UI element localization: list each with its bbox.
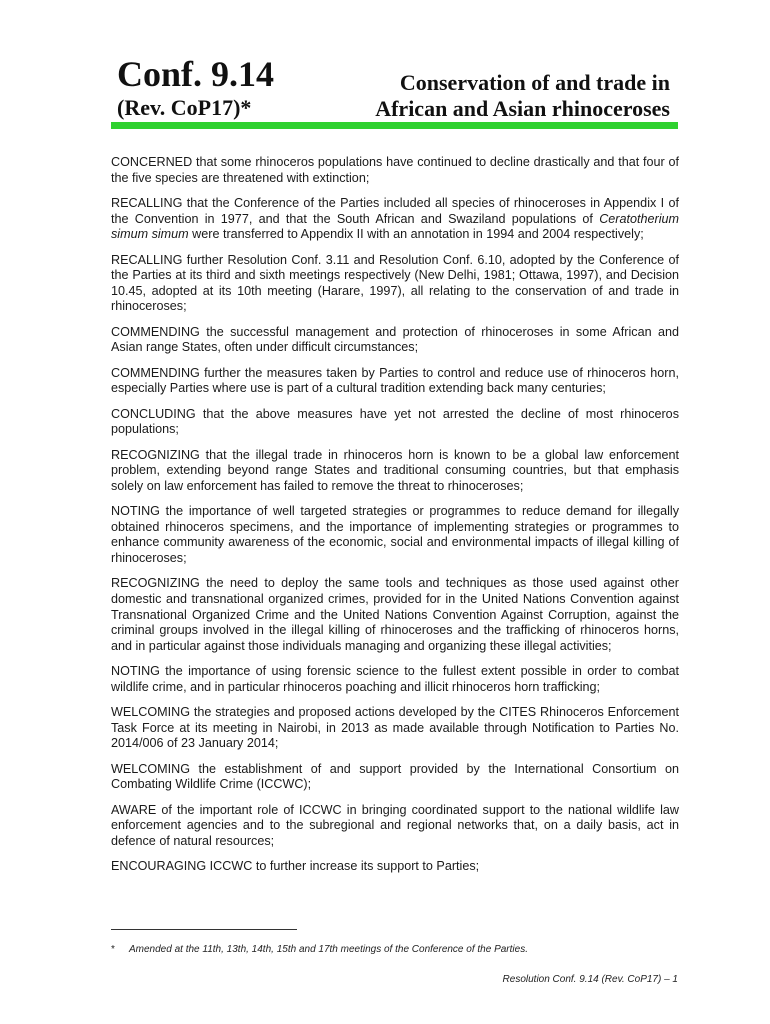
resolution-id [117, 55, 274, 121]
paragraph: CONCLUDING that the above measures have yet not arrested the decline of most rhinoceros populations; [111, 406, 679, 437]
paragraph: CONCERNED that some rhinoceros populations have continued to decline drastically and that four of the five species are threatened with extinction; [111, 155, 679, 185]
paragraph: RECOGNIZING the need to deploy the same tools and techniques as those used against other domestic and transnational organized crimes, provided for in the United Nations Convention against Transnational Organized Crime and the United Nations Convention Against Corruption, against the criminal groups involved in the illegal killing of rhinoceroses and the trafficking of rhinoceros horns, and in particular against those individuals managing and organizing these illegal activities; [111, 576, 679, 653]
paragraph [111, 196, 679, 243]
paragraph: ENCOURAGING ICCWC to further increase its support to Parties; [111, 859, 480, 874]
paragraph: RECALLING further Resolution Conf. 3.11 and Resolution Conf. 6.10, adopted by the Conference of the Parties at its third and sixth meetings respectively (New Delhi, 1981; Ottawa, 1997), and Decision 10.45, adopted at its 10th meeting (Harare, 1997), all relating to the conservation of and trade in rhinoceroses; [111, 252, 679, 314]
paragraph: WELCOMING the establishment of and support provided by the International Consortium on Combating Wildlife Crime (ICCWC); [111, 761, 679, 792]
paragraph: AWARE of the important role of ICCWC in bringing coordinated support to the national wildlife law enforcement agencies and to the subregional and regional networks that, on a daily basis, act in defence of natural resources; [111, 802, 679, 848]
footnote-marker: * [111, 944, 115, 955]
resolution-title [375, 70, 670, 122]
footnote-rule [111, 929, 297, 930]
paragraph: COMMENDING further the measures taken by Parties to control and reduce use of rhinoceros horn, especially Parties where use is part of a cultural tradition extending back many centuries; [111, 365, 679, 396]
paragraph: COMMENDING the successful management and protection of rhinoceroses in some African and Asian range States, often under difficult circumstances; [111, 324, 679, 355]
footnote [111, 944, 528, 955]
revision-label: (Rev. CoP17)* [117, 95, 252, 120]
paragraph-text: were transferred to Appendix II with an annotation in 1994 and 2004 respectively; [188, 227, 644, 242]
paragraph-text: RECALLING that the Conference of the Parties included all species of rhinoceroses in Appendix I of the Convention in 1977, and that the South African and Swaziland populations of [111, 195, 679, 226]
header-divider [111, 122, 678, 129]
paragraph: RECOGNIZING that the illegal trade in rhinoceros horn is known to be a global law enforcement problem, extending beyond range States and traditional consuming countries, but that emphasis solely on law enforcement has failed to remove the threat to rhinoceroses; [111, 447, 679, 493]
paragraph: NOTING the importance of using forensic science to the fullest extent possible in order to combat wildlife crime, and in particular rhinoceros poaching and illicit rhinoceros horn trafficking; [111, 664, 679, 694]
title-line-1: Conservation of and trade in [399, 70, 670, 95]
footnote-text: Amended at the 11th, 13th, 14th, 15th and 17th meetings of the Conference of the Parties. [129, 944, 528, 955]
paragraph: NOTING the importance of well targeted strategies or programmes to reduce demand for illegally obtained rhinoceros specimens, and the importance of implementing strategies or programmes to enhance community awareness of the economic, social and environmental impacts of illegal killing of rhinoceroses; [111, 504, 679, 566]
title-line-2: African and Asian rhinoceroses [375, 96, 670, 121]
page-footer: Resolution Conf. 9.14 (Rev. CoP17) – 1 [502, 974, 678, 985]
paragraph: WELCOMING the strategies and proposed actions developed by the CITES Rhinoceros Enforcement Task Force at its meeting in Nairobi, in 2013 as made available through Notification to Parties No. 2014/006 of 23 January 2014; [111, 705, 679, 751]
conf-number: Conf. 9.14 [117, 54, 275, 94]
preamble-body [111, 155, 679, 885]
species-name: Ceratotherium simum simum [111, 211, 679, 242]
